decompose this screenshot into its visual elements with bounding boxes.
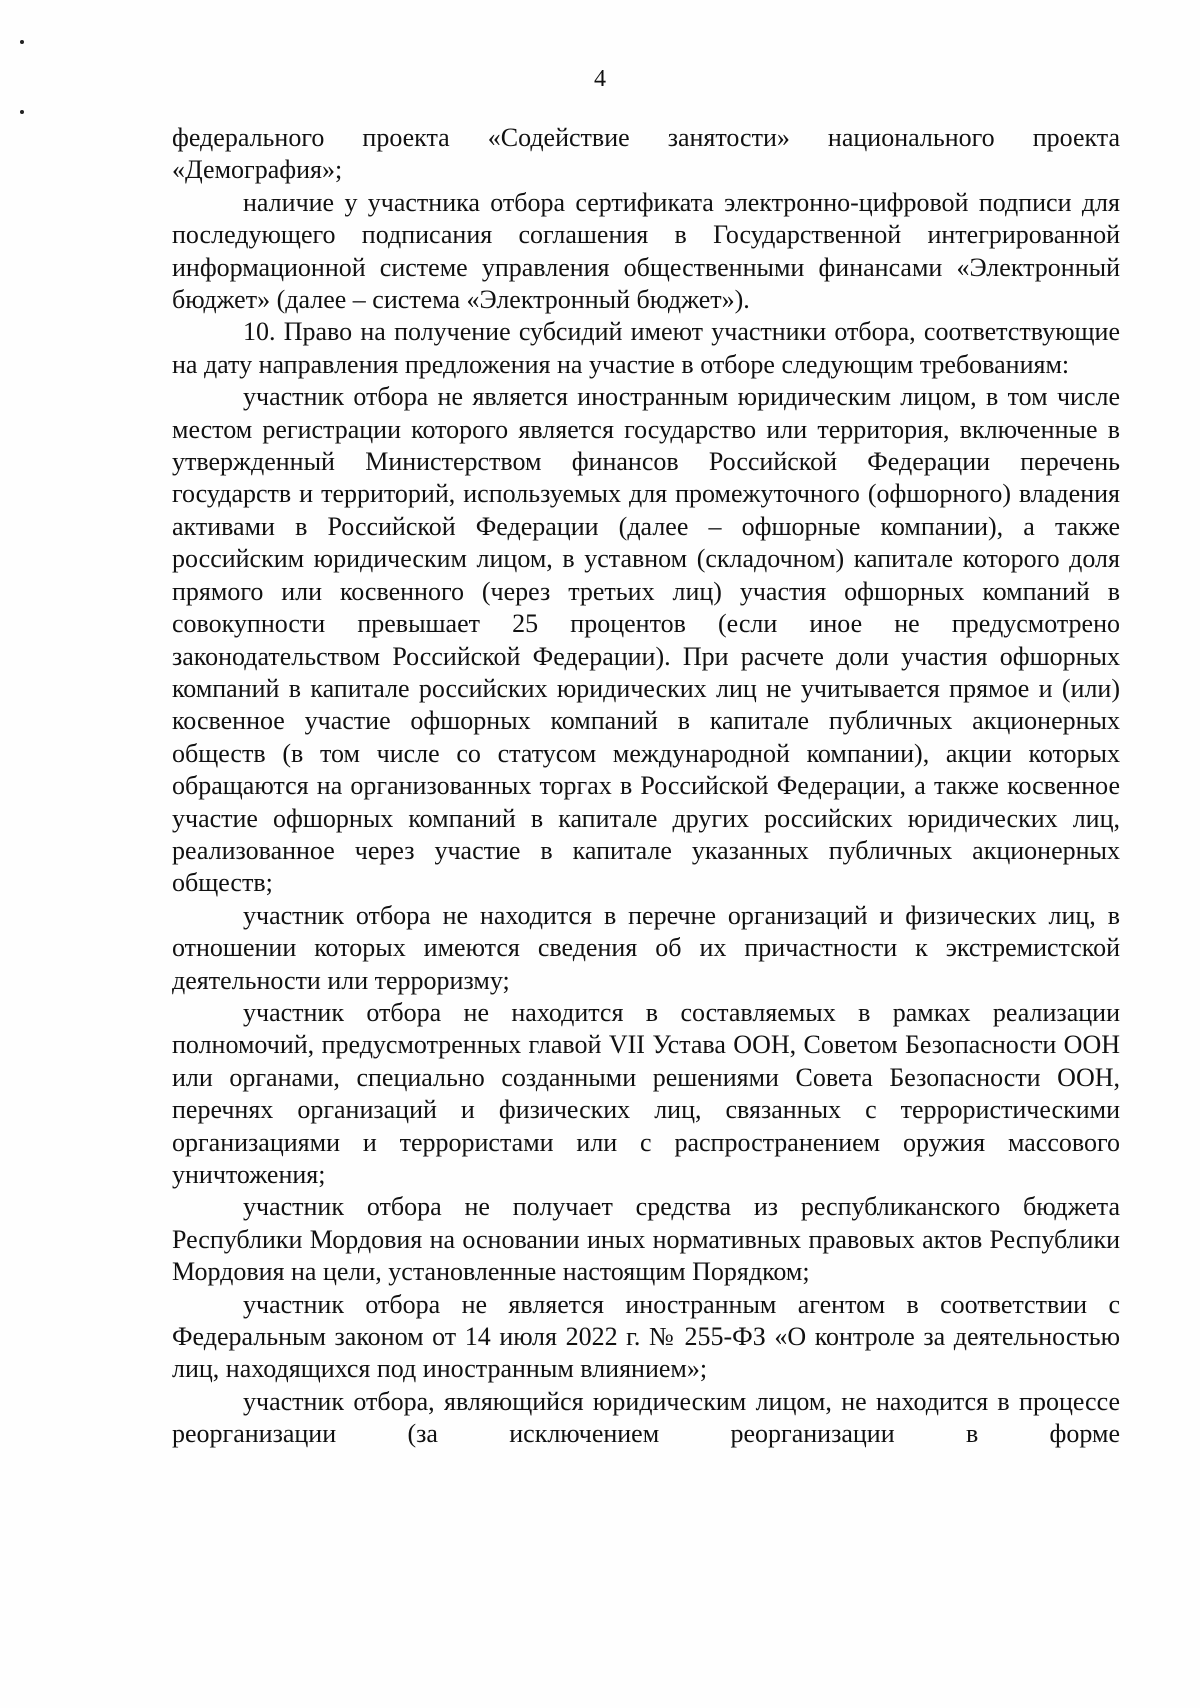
paragraph-budget-requirement: участник отбора не получает средства из республиканского бюджета Республики Мордовия на основании иных нормативных правовых актов Республики Мордовия на цели, установленные настоящим Порядком; [172,1192,1120,1287]
scan-mark-top [20,40,24,44]
scan-mark-bottom [20,110,24,114]
paragraph-continuation: федерального проекта «Содействие занятости» национального проекта «Демография»; [172,123,1120,185]
paragraph-extremism-requirement: участник отбора не находится в перечне организаций и физических лиц, в отношении которых имеются сведения об их причастности к экстремистской деятельности или терроризму; [172,900,1120,995]
paragraph-10-eligibility: 10. Право на получение субсидий имеют участники отбора, соответствующие на дату направления предложения на участие в отборе следующим требованиям: [172,317,1120,379]
paragraph-un-sanctions-requirement: участник отбора не находится в составляемых в рамках реализации полномочий, предусмотренных главой VII Устава ООН, Советом Безопасности ООН или органами, специально созданными решениями Совета Безопасности ООН, перечнях организаций и физических лиц, связанных с террористическими организациями и террористами или с распространением оружия массового уничтожения; [172,997,1120,1189]
paragraph-foreign-agent-requirement: участник отбора не является иностранным агентом в соответствии с Федеральным законом от 14 июля 2022 г. № 255-ФЗ «О контроле за деятельностью лиц, находящихся под иностранным влиянием»; [172,1289,1120,1384]
paragraph-reorganization-requirement: участник отбора, являющийся юридическим лицом, не находится в процессе реорганизации (за исключением реорганизации в форме [172,1386,1120,1449]
page-number: 4 [594,66,606,92]
document-body [172,122,1120,1451]
paragraph-offshore-requirement: участник отбора не является иностранным юридическим лицом, в том числе местом регистрации которого является государство или территория, включенные в утвержденный Министерством финансов Российской Федерации перечень государств и территорий, используемых для промежуточного (офшорного) владения активами в Российской Федерации (далее – офшорные компании), а также российским юридическим лицом, в уставном (складочном) капитале которого доля прямого или косвенного (через третьих лиц) участия офшорных компаний в совокупности превышает 25 процентов (если иное не предусмотрено законодательством Российской Федерации). При расчете доли участия офшорных компаний в капитале российских юридических лиц не учитывается прямое и (или) косвенное участие офшорных компаний в капитале публичных акционерных обществ (в том числе со статусом международной компании), акции которых обращаются на организованных торгах в Российской Федерации, а также косвенное участие офшорных компаний в капитале других российских юридических лиц, реализованное через участие в капитале указанных публичных акционерных обществ; [172,382,1120,898]
paragraph-signature-requirement: наличие у участника отбора сертификата электронно-цифровой подписи для последующего подписания соглашения в Государственной интегрированной информационной системе управления общественными финансами «Электронный бюджет» (далее – система «Электронный бюджет»). [172,187,1120,315]
